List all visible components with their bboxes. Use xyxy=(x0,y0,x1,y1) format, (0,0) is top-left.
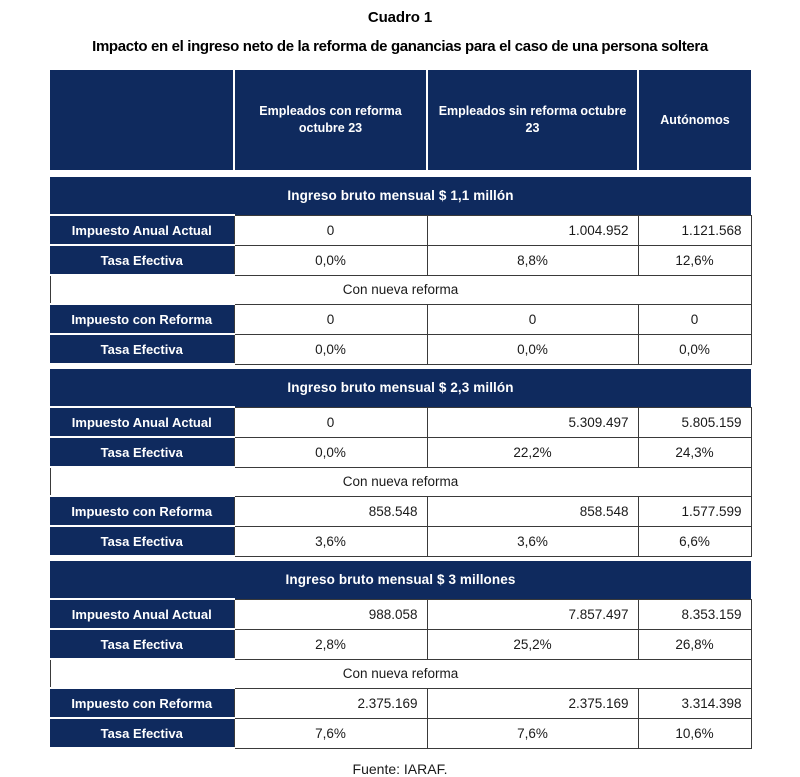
cell-sin_reforma: 8,8% xyxy=(427,245,638,275)
table-row xyxy=(50,688,751,718)
reform-divider-label: Con nueva reforma xyxy=(50,659,751,688)
cell-autonomos: 8.353.159 xyxy=(638,599,751,629)
table-row xyxy=(50,599,751,629)
cell-sin_reforma: 25,2% xyxy=(427,629,638,659)
row-label: Tasa Efectiva xyxy=(50,629,234,659)
row-label: Tasa Efectiva xyxy=(50,334,234,364)
reform-divider-row xyxy=(50,659,751,688)
page-subtitle: Impacto en el ingreso neto de la reforma de ganancias para el caso de una persona soltera xyxy=(92,38,708,55)
cell-con_reforma: 7,6% xyxy=(234,718,427,748)
cell-con_reforma: 0 xyxy=(234,407,427,437)
cell-sin_reforma: 22,2% xyxy=(427,437,638,467)
table-row xyxy=(50,245,751,275)
cell-sin_reforma: 5.309.497 xyxy=(427,407,638,437)
row-label: Impuesto con Reforma xyxy=(50,304,234,334)
section-banner-2: Ingreso bruto mensual $ 3 millones xyxy=(50,561,751,599)
cell-sin_reforma: 2.375.169 xyxy=(427,688,638,718)
cell-sin_reforma: 0 xyxy=(427,304,638,334)
section-banner-row xyxy=(50,561,751,599)
cell-autonomos: 5.805.159 xyxy=(638,407,751,437)
cell-con_reforma: 0,0% xyxy=(234,437,427,467)
table-row xyxy=(50,304,751,334)
table-header-row xyxy=(50,70,751,170)
cell-sin_reforma: 3,6% xyxy=(427,526,638,556)
column-header-con_reforma: Empleados con reforma octubre 23 xyxy=(234,70,427,170)
section-banner-1: Ingreso bruto mensual $ 2,3 millón xyxy=(50,369,751,407)
cell-autonomos: 3.314.398 xyxy=(638,688,751,718)
header-cell-blank xyxy=(50,70,234,170)
cell-autonomos: 26,8% xyxy=(638,629,751,659)
table-row xyxy=(50,496,751,526)
cell-sin_reforma: 7.857.497 xyxy=(427,599,638,629)
cell-sin_reforma: 0,0% xyxy=(427,334,638,364)
cell-sin_reforma: 1.004.952 xyxy=(427,215,638,245)
header-spacer xyxy=(50,170,751,177)
cell-autonomos: 10,6% xyxy=(638,718,751,748)
cell-con_reforma: 3,6% xyxy=(234,526,427,556)
table-row xyxy=(50,215,751,245)
table-row xyxy=(50,334,751,364)
cell-sin_reforma: 7,6% xyxy=(427,718,638,748)
cell-autonomos: 0,0% xyxy=(638,334,751,364)
column-header-autonomos: Autónomos xyxy=(638,70,751,170)
table-row xyxy=(50,629,751,659)
cell-autonomos: 0 xyxy=(638,304,751,334)
title-block xyxy=(0,0,800,57)
section-banner-0: Ingreso bruto mensual $ 1,1 millón xyxy=(50,177,751,215)
row-label: Tasa Efectiva xyxy=(50,526,234,556)
header-spacer-cell xyxy=(50,170,751,177)
row-label: Impuesto Anual Actual xyxy=(50,599,234,629)
cell-con_reforma: 0,0% xyxy=(234,334,427,364)
column-header-sin_reforma: Empleados sin reforma octubre 23 xyxy=(427,70,638,170)
table-row xyxy=(50,437,751,467)
cell-con_reforma: 2.375.169 xyxy=(234,688,427,718)
cell-con_reforma: 2,8% xyxy=(234,629,427,659)
page-title: Cuadro 1 xyxy=(367,9,433,26)
row-label: Tasa Efectiva xyxy=(50,718,234,748)
impact-table xyxy=(50,70,752,749)
row-label: Tasa Efectiva xyxy=(50,245,234,275)
reform-divider-row xyxy=(50,467,751,496)
row-label: Impuesto con Reforma xyxy=(50,496,234,526)
row-label: Impuesto con Reforma xyxy=(50,688,234,718)
cell-con_reforma: 0 xyxy=(234,304,427,334)
source-note: Fuente: IARAF. xyxy=(352,761,448,777)
cell-autonomos: 1.577.599 xyxy=(638,496,751,526)
cell-con_reforma: 0 xyxy=(234,215,427,245)
cell-con_reforma: 988.058 xyxy=(234,599,427,629)
cell-autonomos: 1.121.568 xyxy=(638,215,751,245)
cell-con_reforma: 0,0% xyxy=(234,245,427,275)
table-row xyxy=(50,526,751,556)
cell-autonomos: 24,3% xyxy=(638,437,751,467)
reform-divider-label: Con nueva reforma xyxy=(50,275,751,304)
cell-autonomos: 12,6% xyxy=(638,245,751,275)
row-label: Impuesto Anual Actual xyxy=(50,215,234,245)
section-banner-row xyxy=(50,369,751,407)
cell-con_reforma: 858.548 xyxy=(234,496,427,526)
table-row xyxy=(50,718,751,748)
cell-sin_reforma: 858.548 xyxy=(427,496,638,526)
row-label: Impuesto Anual Actual xyxy=(50,407,234,437)
reform-divider-row xyxy=(50,275,751,304)
row-label: Tasa Efectiva xyxy=(50,437,234,467)
cell-autonomos: 6,6% xyxy=(638,526,751,556)
table-row xyxy=(50,407,751,437)
section-banner-row xyxy=(50,177,751,215)
table-container xyxy=(50,70,751,749)
reform-divider-label: Con nueva reforma xyxy=(50,467,751,496)
